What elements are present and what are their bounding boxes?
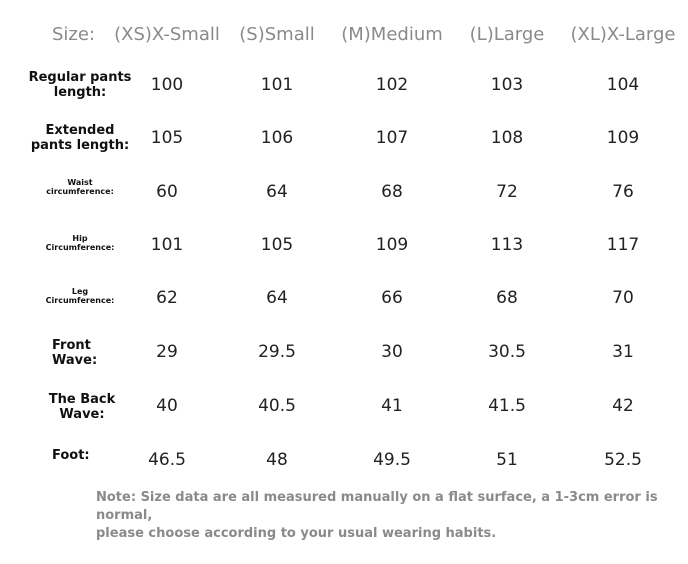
row-label-line: Hip (72, 234, 88, 243)
column-header-m: (M)Medium (341, 24, 443, 45)
cell-regular-s: 101 (260, 75, 294, 95)
row-label-back-wave (26, 393, 138, 422)
row-label-line: circumference: (46, 186, 114, 196)
row-label-line: pants length: (30, 137, 130, 153)
cell-foot-xl: 52.5 (604, 450, 642, 470)
column-header-xl: (XL)X-Large (570, 24, 676, 45)
column-header-xs: (XS)X-Small (114, 24, 220, 45)
row-label-line: Leg (71, 287, 89, 296)
row-label-line: length: (53, 84, 107, 100)
cell-waist-s: 64 (266, 182, 288, 202)
row-label-extended-pants-length (24, 124, 136, 153)
cell-front-wave-xs: 29 (156, 342, 178, 362)
cell-hip-m: 109 (375, 235, 409, 255)
cell-waist-xl: 76 (612, 182, 634, 202)
cell-hip-s: 105 (260, 235, 294, 255)
column-header-s: (S)Small (239, 24, 315, 45)
cell-front-wave-m: 30 (381, 342, 403, 362)
cell-extended-s: 106 (260, 128, 294, 148)
cell-extended-xs: 105 (150, 128, 184, 148)
cell-extended-m: 107 (375, 128, 409, 148)
cell-waist-l: 72 (496, 182, 518, 202)
row-label-regular-pants-length (24, 71, 136, 100)
cell-regular-xl: 104 (606, 75, 640, 95)
cell-foot-m: 49.5 (373, 450, 411, 470)
cell-back-wave-xl: 42 (612, 396, 634, 416)
cell-back-wave-xs: 40 (156, 396, 178, 416)
column-header-l: (L)Large (469, 24, 545, 45)
row-label-line: Wave: (59, 406, 105, 422)
cell-back-wave-l: 41.5 (488, 396, 526, 416)
cell-regular-l: 103 (490, 75, 524, 95)
cell-hip-xl: 117 (606, 235, 640, 255)
cell-back-wave-m: 41 (381, 396, 403, 416)
cell-waist-m: 68 (381, 182, 403, 202)
row-label-line: Extended (45, 123, 115, 138)
measurement-note (96, 489, 676, 543)
note-line-1: Note: Size data are all measured manually on a flat surface, a 1-3cm error is normal, (96, 490, 658, 523)
cell-leg-xl: 70 (612, 288, 634, 308)
row-label-line: Circumference: (45, 242, 115, 252)
cell-front-wave-l: 30.5 (488, 342, 526, 362)
cell-extended-xl: 109 (606, 128, 640, 148)
cell-foot-s: 48 (266, 450, 288, 470)
cell-foot-l: 51 (496, 450, 518, 470)
cell-hip-l: 113 (490, 235, 524, 255)
row-label-line: Circumference: (45, 295, 115, 305)
cell-front-wave-s: 29.5 (258, 342, 296, 362)
row-label-line: Front (52, 338, 91, 353)
cell-foot-xs: 46.5 (148, 450, 186, 470)
cell-leg-l: 68 (496, 288, 518, 308)
cell-waist-xs: 60 (156, 182, 178, 202)
row-label-line: The Back (48, 392, 116, 407)
cell-leg-m: 66 (381, 288, 403, 308)
cell-extended-l: 108 (490, 128, 524, 148)
cell-leg-xs: 62 (156, 288, 178, 308)
cell-back-wave-s: 40.5 (258, 396, 296, 416)
cell-leg-s: 64 (266, 288, 288, 308)
row-label-front-wave (52, 339, 132, 368)
size-header-label: Size: (52, 24, 96, 45)
cell-regular-xs: 100 (150, 75, 184, 95)
cell-front-wave-xl: 31 (612, 342, 634, 362)
cell-regular-m: 102 (375, 75, 409, 95)
row-label-hip-circumference (24, 235, 136, 253)
note-line-2: please choose according to your usual wearing habits. (96, 526, 497, 541)
row-label-waist-circumference (24, 179, 136, 197)
cell-hip-xs: 101 (150, 235, 184, 255)
row-label-line: Waist (67, 178, 93, 187)
row-label-line: Regular pants (28, 70, 132, 85)
row-label-line: Wave: (52, 352, 98, 368)
row-label-line: Foot: (52, 448, 90, 463)
row-label-foot (52, 449, 132, 464)
row-label-leg-circumference (24, 288, 136, 306)
